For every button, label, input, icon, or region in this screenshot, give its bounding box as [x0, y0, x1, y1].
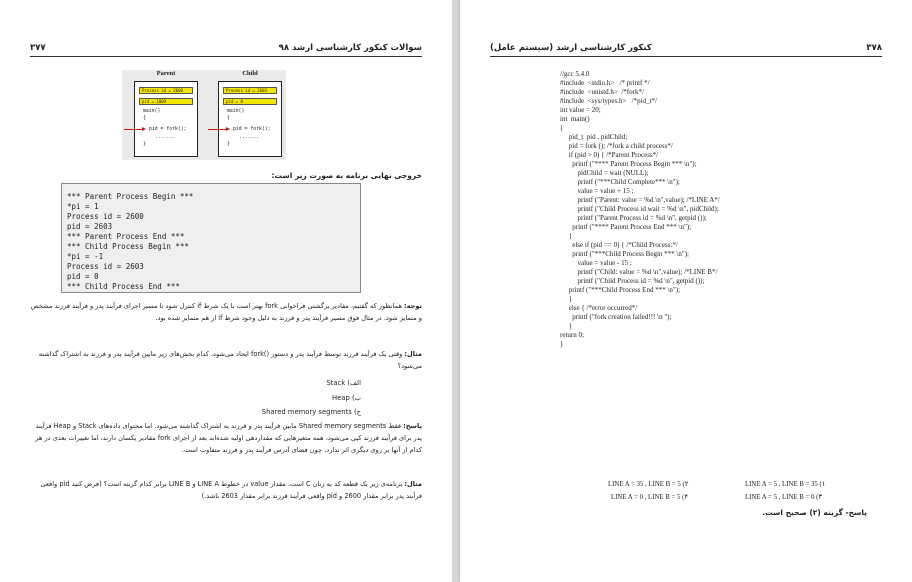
parent-arrow	[124, 129, 144, 130]
code-line: #include <unistd.h> /*fork*/	[560, 88, 644, 96]
output-line: *** Parent Process Begin ***	[67, 192, 194, 201]
code-line: //gcc 5.4.0	[560, 70, 590, 78]
parent-arrowhead	[142, 127, 146, 131]
program-output-box	[61, 183, 361, 293]
example2-label: مثال:	[404, 480, 422, 488]
output-line: *pi = 1	[67, 202, 99, 211]
code-line: printf ("**** Parent Process End *** \n");	[560, 223, 692, 231]
parent-process-box	[134, 70, 198, 160]
child-title: Child	[242, 70, 258, 77]
code-line: return 0;	[560, 331, 584, 339]
code-line: printf ("Parent: value = %d \n",value); /*LINE A*/	[560, 196, 720, 204]
child-brace-open: {	[227, 116, 230, 121]
page-header	[490, 43, 882, 57]
parent-brace-open: {	[143, 116, 146, 121]
option-b: ب) Heap	[332, 394, 361, 402]
child-arrow	[208, 129, 228, 130]
child-main: main()	[227, 109, 245, 114]
output-line: *** Child Process Begin ***	[67, 242, 189, 251]
parent-main: main()	[143, 109, 161, 114]
code-line: printf ("***Child Process End *** \n");	[560, 286, 681, 294]
note-label: توجه:	[404, 302, 422, 310]
code-line: printf ("Parent Process id = %d \n", getpid ());	[560, 214, 707, 222]
page-header-title: کنکور کارشناسی ارشد (سیستم عامل)	[490, 43, 652, 53]
choice-1: LINE A = 5 , LINE B = 35 (۱	[745, 481, 826, 488]
code-line: pid_t pid , pidChild;	[560, 133, 628, 141]
page-number: ۳۷۷	[30, 43, 46, 53]
output-intro: خروجی نهایی برنامه به صورت زیر است:	[271, 171, 422, 180]
example-label: مثال:	[404, 350, 422, 358]
code-line: }	[560, 295, 573, 303]
child-fork-line: pid = fork();	[233, 127, 271, 132]
code-line: {	[560, 124, 564, 132]
parent-pid-label: pid = 1009	[139, 98, 193, 105]
code-line: printf ("***Child Complete*** \n");	[560, 178, 680, 186]
code-line: pidChild = wait (NULL);	[560, 169, 649, 177]
code-line: #include <sys/types.h> /*pid_t*/	[560, 97, 657, 105]
choice-3: LINE A = 5 , LINE B = 0 (۳	[745, 494, 823, 501]
page-header-title: سوالات کنکور کارشناسی ارشد ۹۸	[278, 43, 422, 53]
option-c: ج) Shared memory segments	[261, 408, 361, 416]
page-header	[30, 43, 422, 57]
parent-process-id-label: Process id = 2600	[139, 87, 193, 94]
child-brace-close: }	[227, 142, 230, 147]
fork-diagram	[122, 70, 286, 160]
choice-4: LINE A = 0 , LINE B = 5 (۴	[611, 494, 689, 501]
code-line: printf ("Child: value = %d \n",value); /*LINE B*/	[560, 268, 718, 276]
child-process-frame	[218, 81, 282, 157]
example2-text: برنامه‌ی زیر یک قطعه کد به زبان C است. مقدار value در خطوط LINE A و LINE B برابر کدام گزینه است؟ (فرض کنید pid واقعی فرآیند پدر برابر مقدار 2600 و pid واقعی فرآیند فرزند برابر مقدار 2603 باشد.)	[40, 480, 422, 500]
code-line: printf ("***Child Process Begin *** \n");	[560, 250, 689, 258]
left-page	[0, 0, 452, 582]
example-text: وقتی یک فرآیند فرزند توسط فرآیند پدر و دستور ()fork ایجاد می‌شود، کدام بخش‌های زیر مابین فرآیند پدر و فرزند به اشتراک گذاشته می‌شود؟	[38, 350, 422, 370]
example-paragraph	[28, 348, 422, 372]
page-number: ۳۷۸	[866, 43, 882, 53]
code-line: printf ("**** Parent Process Begin *** \n");	[560, 160, 697, 168]
code-line: }	[560, 322, 573, 330]
output-line: *pi = -1	[67, 252, 104, 261]
code-line: pid = fork (); /*fork a child process*/	[560, 142, 673, 150]
option-a: الف) Stack	[326, 379, 361, 387]
child-process-id-label: Process id = 2603	[223, 87, 277, 94]
page-gutter	[452, 0, 460, 582]
note-text: همانطور که گفتیم، مقادیر برگشتی فراخوانی fork بهتر است با یک شرط if کنترل شود تا مسیر اجرای فرآیند پدر و فرآیند فرزند مشخص و متمایز شود. در مثال فوق مسیر فرآیند پدر و فرزند به دلیل وجود شرط if از هم متمایز شده بود.	[30, 302, 422, 322]
code-line: }	[560, 232, 573, 240]
code-line: #include <stdio.h> /* printf */	[560, 79, 650, 87]
child-pid-label: pid = 0	[223, 98, 277, 105]
parent-title: Parent	[156, 70, 176, 77]
code-line: }	[560, 340, 564, 348]
output-line: *** Parent Process End ***	[67, 232, 185, 241]
parent-dots: .......	[155, 135, 176, 140]
answer-label: پاسخ:	[403, 422, 422, 430]
example2-paragraph	[28, 478, 422, 502]
child-arrowhead	[226, 127, 230, 131]
output-line: *** Child Process End ***	[67, 282, 180, 291]
code-line: printf ("Child Process id = %d \n", getpid ());	[560, 277, 705, 285]
code-line: printf ("fork creation failed!!! \n ");	[560, 313, 672, 321]
code-line: else { /*error occurred*/	[560, 304, 638, 312]
code-line: int value = 20;	[560, 106, 601, 114]
code-line: value = value + 15 ;	[560, 187, 634, 195]
choice-2: LINE A = 35 , LINE B = 5 (۲	[608, 481, 689, 488]
output-line: pid = 2603	[67, 222, 113, 231]
output-line: Process id = 2600	[67, 212, 144, 221]
child-process-box	[218, 70, 282, 160]
right-page	[460, 0, 912, 582]
child-dots: .......	[239, 135, 260, 140]
parent-fork-line: pid = fork();	[149, 127, 187, 132]
code-line: int main()	[560, 115, 590, 123]
parent-brace-close: }	[143, 142, 146, 147]
output-line: pid = 0	[67, 272, 99, 281]
note-paragraph	[28, 300, 422, 324]
code-line: value = value - 15 ;	[560, 259, 632, 267]
parent-process-frame	[134, 81, 198, 157]
code-line: printf ("Child Process id wait = %d \n", pidChild);	[560, 205, 719, 213]
answer-text: فقط Shared memory segments مابین فرآیند پدر و فرزند به اشتراک گذاشته می‌شود. اما محتوای داده‌های Stack و Heap فرآیند پدر برای فرآیند فرزند کپی می‌شود، همه متغیرهایی که مقداردهی اولیه شده‌اند بعد از اجرای fork مقادیر یکسان دارند، اما تغییرات بعدی در هر کدام از آنها بر روی دیگری اثر ندارد، چون فضای آدرس فرآیند پدر و فرزند متفاوت است.	[35, 422, 422, 454]
answer-paragraph	[28, 420, 422, 456]
code-line: if (pid > 0) { /*Parent Process*/	[560, 151, 659, 159]
final-answer: پاسخ- گزینه (۲) صحیح است.	[762, 508, 867, 517]
output-line: Process id = 2603	[67, 262, 144, 271]
c-code-listing	[560, 70, 720, 349]
code-line: else if (pid == 0) { /*Child Process:*/	[560, 241, 678, 249]
